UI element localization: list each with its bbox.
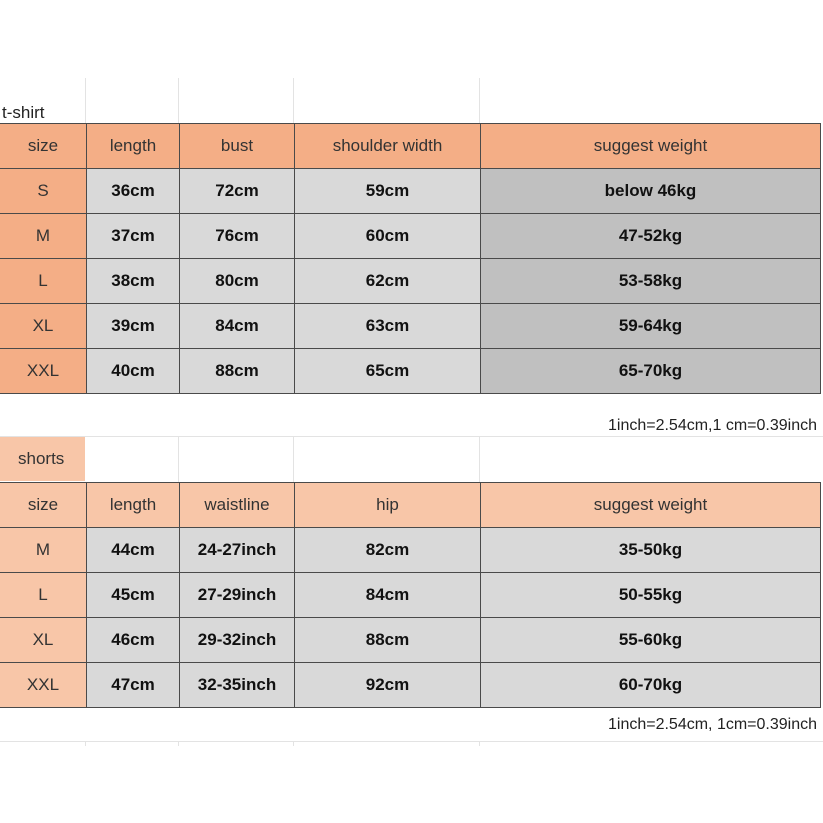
weight-cell: 60-70kg (481, 663, 821, 708)
length-cell: 38cm (87, 259, 180, 304)
bust-cell: 84cm (180, 304, 295, 349)
tshirt-size-table (0, 123, 821, 394)
hip-cell: 88cm (295, 618, 481, 663)
header-suggest-weight: suggest weight (481, 483, 821, 528)
waist-cell: 29-32inch (180, 618, 295, 663)
length-cell: 47cm (87, 663, 180, 708)
shoulder-cell: 63cm (295, 304, 481, 349)
shorts-header-row (0, 483, 821, 528)
table-row (0, 304, 821, 349)
table-row (0, 349, 821, 394)
header-length: length (87, 483, 180, 528)
table-row (0, 259, 821, 304)
shorts-conversion-note: 1inch=2.54cm, 1cm=0.39inch (607, 716, 817, 733)
size-cell: L (0, 259, 87, 304)
bust-cell: 76cm (180, 214, 295, 259)
weight-cell: 55-60kg (481, 618, 821, 663)
table-row (0, 528, 821, 573)
length-cell: 36cm (87, 169, 180, 214)
header-waistline: waistline (180, 483, 295, 528)
weight-cell: 35-50kg (481, 528, 821, 573)
tshirt-title: t-shirt (2, 103, 45, 122)
table-row (0, 663, 821, 708)
header-shoulder-width: shoulder width (295, 124, 481, 169)
length-cell: 45cm (87, 573, 180, 618)
length-cell: 44cm (87, 528, 180, 573)
size-cell: XXL (0, 349, 87, 394)
table-row (0, 169, 821, 214)
weight-cell: 65-70kg (481, 349, 821, 394)
shoulder-cell: 59cm (295, 169, 481, 214)
table-row (0, 573, 821, 618)
length-cell: 37cm (87, 214, 180, 259)
table-row (0, 214, 821, 259)
weight-cell: below 46kg (481, 169, 821, 214)
shorts-size-table (0, 482, 821, 708)
weight-cell: 47-52kg (481, 214, 821, 259)
size-cell: XXL (0, 663, 87, 708)
waist-cell: 32-35inch (180, 663, 295, 708)
weight-cell: 53-58kg (481, 259, 821, 304)
header-size: size (0, 483, 87, 528)
size-cell: XL (0, 618, 87, 663)
table-row (0, 618, 821, 663)
waist-cell: 27-29inch (180, 573, 295, 618)
size-cell: S (0, 169, 87, 214)
length-cell: 46cm (87, 618, 180, 663)
bust-cell: 72cm (180, 169, 295, 214)
size-cell: M (0, 214, 87, 259)
header-size: size (0, 124, 87, 169)
size-cell: XL (0, 304, 87, 349)
size-cell: M (0, 528, 87, 573)
header-suggest-weight: suggest weight (481, 124, 821, 169)
hip-cell: 84cm (295, 573, 481, 618)
tshirt-header-row (0, 124, 821, 169)
header-length: length (87, 124, 180, 169)
hip-cell: 92cm (295, 663, 481, 708)
length-cell: 39cm (87, 304, 180, 349)
header-bust: bust (180, 124, 295, 169)
shoulder-cell: 60cm (295, 214, 481, 259)
tshirt-conversion-note: 1inch=2.54cm,1 cm=0.39inch (607, 417, 817, 434)
bust-cell: 80cm (180, 259, 295, 304)
weight-cell: 50-55kg (481, 573, 821, 618)
size-cell: L (0, 573, 87, 618)
shoulder-cell: 62cm (295, 259, 481, 304)
weight-cell: 59-64kg (481, 304, 821, 349)
waist-cell: 24-27inch (180, 528, 295, 573)
header-hip: hip (295, 483, 481, 528)
shorts-title: shorts (0, 437, 85, 481)
hip-cell: 82cm (295, 528, 481, 573)
shoulder-cell: 65cm (295, 349, 481, 394)
bust-cell: 88cm (180, 349, 295, 394)
length-cell: 40cm (87, 349, 180, 394)
